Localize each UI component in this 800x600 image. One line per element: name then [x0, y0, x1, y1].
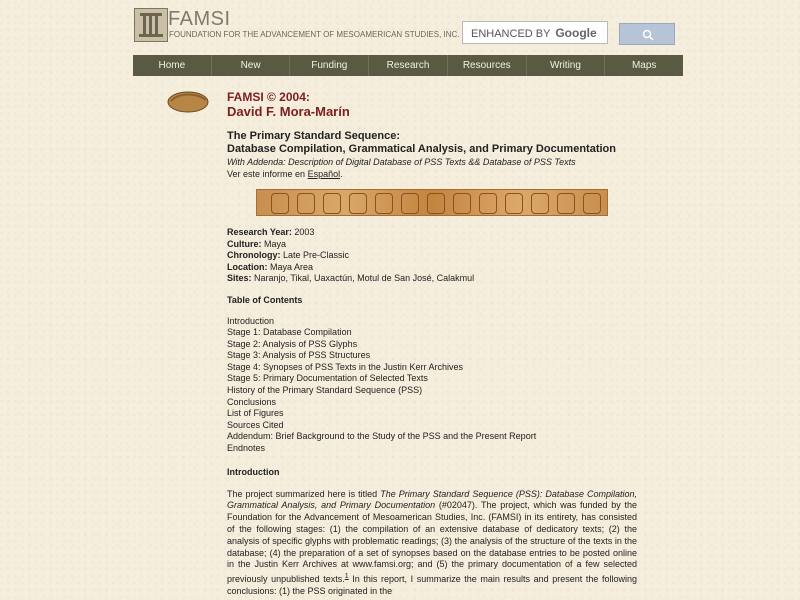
nav-new[interactable]: New	[212, 55, 291, 76]
toc-item: History of the Primary Standard Sequence (PSS)	[227, 385, 423, 396]
toc-item: Endnotes	[227, 443, 266, 454]
toc-item: Conclusions	[227, 396, 277, 407]
glyph-band-image	[256, 189, 608, 216]
table-of-contents	[227, 316, 637, 455]
search-placeholder: ENHANCED BY	[471, 28, 551, 40]
toc-item: Stage 2: Analysis of PSS Glyphs	[227, 338, 358, 349]
toc-item: Stage 5: Primary Documentation of Selected Texts	[227, 373, 428, 384]
author-name: David F. Mora-Marín	[227, 104, 350, 119]
meta-value: Naranjo, Tikal, Uaxactún, Motul de San José, Calakmul	[254, 273, 475, 283]
temple-icon	[134, 8, 168, 42]
footnote-link[interactable]: 1	[344, 573, 349, 581]
copyright-line: FAMSI © 2004:	[227, 90, 310, 104]
meta-value: Maya	[264, 238, 287, 249]
meta-location	[227, 262, 637, 274]
research-metadata	[227, 227, 637, 285]
toc-introduction-link[interactable]: Introduction	[227, 315, 275, 326]
meta-chronology	[227, 250, 637, 262]
nav-funding[interactable]: Funding	[290, 55, 369, 76]
meta-label: Research Year:	[227, 227, 292, 237]
toc-item: Stage 1: Database Compilation	[227, 327, 352, 338]
nav-home[interactable]: Home	[133, 55, 212, 76]
intro-title-italic: The Primary Standard Sequence (PSS): Database Compilation, Grammatical Analysis, and Primary Documentation	[227, 488, 637, 511]
stone-icon	[166, 87, 210, 115]
meta-label: Chronology:	[227, 250, 281, 260]
spanish-version-period: .	[340, 169, 343, 179]
meta-sites	[227, 273, 637, 285]
search-input[interactable]	[462, 21, 608, 44]
main-navigation	[133, 55, 683, 76]
toc-item: List of Figures	[227, 408, 284, 419]
addenda-note: With Addenda: Description of Digital Database of PSS Texts && Database of PSS Texts	[227, 157, 576, 167]
introduction-heading: Introduction	[227, 466, 280, 477]
logo-subtitle: FOUNDATION FOR THE ADVANCEMENT OF MESOAMERICAN STUDIES, INC.	[169, 30, 460, 39]
intro-text: In this report, I summarize the main results and present the following conclusions: (1) the PSS originated in the	[227, 574, 637, 596]
toc-item: Stage 4: Synopses of PSS Texts in the Justin Kerr Archives	[227, 361, 463, 372]
toc-item: Sources Cited	[227, 419, 284, 430]
meta-label: Sites:	[227, 273, 252, 283]
meta-culture	[227, 239, 637, 251]
report-title-line-2: Database Compilation, Grammatical Analysis, and Primary Documentation	[227, 143, 616, 155]
nav-resources[interactable]: Resources	[448, 55, 527, 76]
meta-label: Location:	[227, 261, 268, 272]
toc-item: Addendum: Brief Background to the Study of the PSS and the Present Report	[227, 431, 537, 442]
meta-value: 2003	[294, 227, 315, 237]
meta-label: Culture:	[227, 238, 262, 249]
search-button[interactable]	[619, 23, 675, 45]
intro-text: (#02047). The project, which was funded by the Foundation for the Advancement of Mesoamerican Studies, Inc. (FAMSI) in its entirety, has consisted of the following stages: (1) the compilation of an extensive database of dedicatory texts; (2) the analysis of specific glyphs with problematic readings; (3) the analysis of the structure of the texts in the database; (4) the preparation of a set of synopses based on the database entries to be posted online in the Justin Kerr Archives at www.famsi.org; and (5) the primary documentation of a few selected previously unpublished texts.	[227, 500, 637, 585]
spanish-version-line	[227, 168, 637, 180]
nav-writing[interactable]: Writing	[527, 55, 606, 76]
introduction-paragraph	[227, 489, 637, 598]
toc-item: Stage 3: Analysis of PSS Structures	[227, 350, 371, 361]
meta-value: Maya Area	[270, 261, 314, 272]
spanish-version-link[interactable]: Español	[307, 169, 341, 179]
toc-heading: Table of Contents	[227, 294, 303, 305]
google-brand: Google	[555, 26, 597, 40]
famsi-logo[interactable]	[134, 8, 460, 42]
report-title-line-1: The Primary Standard Sequence:	[227, 130, 400, 142]
intro-text: The project summarized here is titled	[227, 488, 381, 499]
meta-value: Late Pre-Classic	[283, 250, 350, 260]
report-content	[227, 90, 637, 598]
spanish-version-text: Ver este informe en	[227, 169, 306, 179]
meta-research-year	[227, 227, 637, 239]
nav-research[interactable]: Research	[369, 55, 448, 76]
nav-maps[interactable]: Maps	[631, 60, 657, 71]
logo-text: FAMSI	[168, 8, 231, 30]
magnifier-icon	[642, 29, 654, 41]
